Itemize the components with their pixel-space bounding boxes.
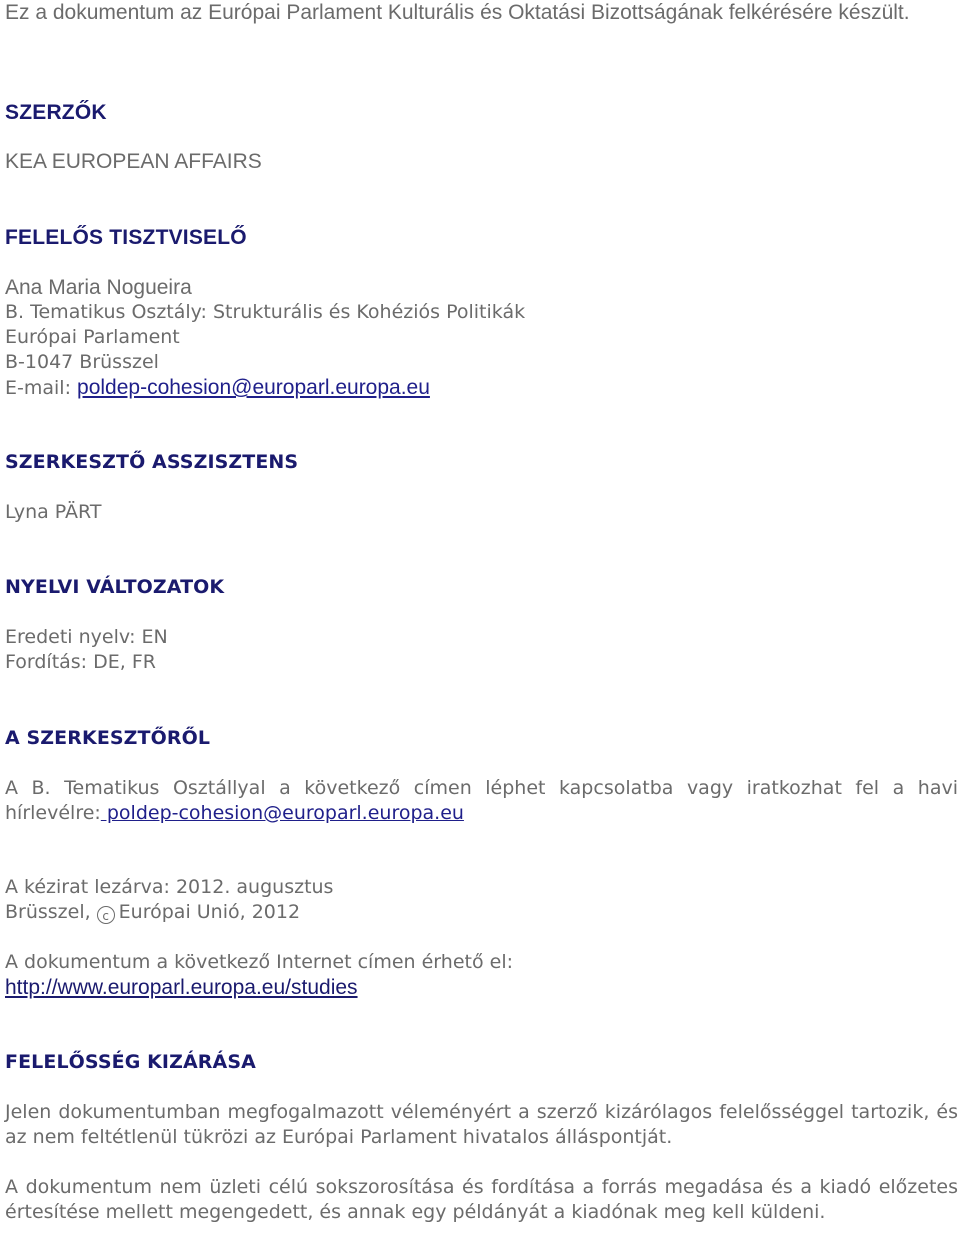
languages-block: [5, 625, 958, 675]
responsible-name: Ana Maria Nogueira: [5, 276, 192, 299]
disclaimer-heading: FELELŐSSÉG KIZÁRÁSA: [5, 1051, 256, 1073]
manuscript-closed: A kézirat lezárva: 2012. augusztus: [5, 876, 334, 898]
copyright-line: [5, 900, 958, 925]
closing-block: [5, 875, 958, 925]
responsible-heading: FELELŐS TISZTVISELŐ: [5, 226, 247, 249]
internet-text: A dokumentum a következő Internet címen érhető el:: [5, 951, 513, 973]
authors-name: KEA EUROPEAN AFFAIRS: [5, 150, 262, 173]
responsible-block: [5, 275, 958, 401]
about-heading: A SZERKESZTŐRŐL: [5, 727, 211, 749]
disclaimer-paragraph-1: Jelen dokumentumban megfogalmazott véleményért a szerző kizárólagos felelősséggel tartozik, és az nem feltétlenül tükrözi az Európai Parlament hivatalos álláspontját.: [5, 1101, 958, 1148]
original-language: Eredeti nyelv: EN: [5, 626, 168, 648]
assistant-name: Lyna PÄRT: [5, 501, 102, 523]
copyright-place: Brüsszel,: [5, 901, 91, 923]
about-text: A B. Tematikus Osztállyal a következő címen léphet kapcsolatba vagy iratkozhat fel a havi hírlevélre:: [5, 777, 958, 824]
internet-block: [5, 950, 958, 1001]
copyright-icon: c: [97, 906, 115, 924]
languages-heading: NYELVI VÁLTOZATOK: [5, 576, 225, 598]
authors-heading: SZERZŐK: [5, 101, 107, 124]
intro-paragraph: Ez a dokumentum az Európai Parlament Kulturális és Oktatási Bizottságának felkérésére készült.: [5, 1, 910, 24]
copyright-owner: Európai Unió, 2012: [118, 901, 301, 923]
responsible-address: B-1047 Brüsszel: [5, 351, 159, 373]
email-label: E-mail:: [5, 377, 78, 399]
translation-languages: Fordítás: DE, FR: [5, 651, 156, 673]
disclaimer-paragraph-2: A dokumentum nem üzleti célú sokszorosítása és fordítása a forrás megadása és a kiadó előzetes értesítése mellett megengedett, és annak egy példányát a kiadónak meg kell küldeni.: [5, 1176, 958, 1223]
responsible-institution: Európai Parlament: [5, 326, 180, 348]
assistant-heading: SZERKESZTŐ ASSZISZTENS: [5, 451, 299, 473]
responsible-email-link[interactable]: poldep-cohesion@europarl.europa.eu: [77, 376, 430, 399]
responsible-email-line: [5, 375, 958, 401]
studies-url-link[interactable]: http://www.europarl.europa.eu/studies: [5, 976, 358, 999]
about-paragraph: [5, 776, 958, 826]
about-email-link[interactable]: poldep-cohesion@europarl.europa.eu: [100, 802, 464, 824]
responsible-department: B. Tematikus Osztály: Strukturális és Kohéziós Politikák: [5, 301, 526, 323]
